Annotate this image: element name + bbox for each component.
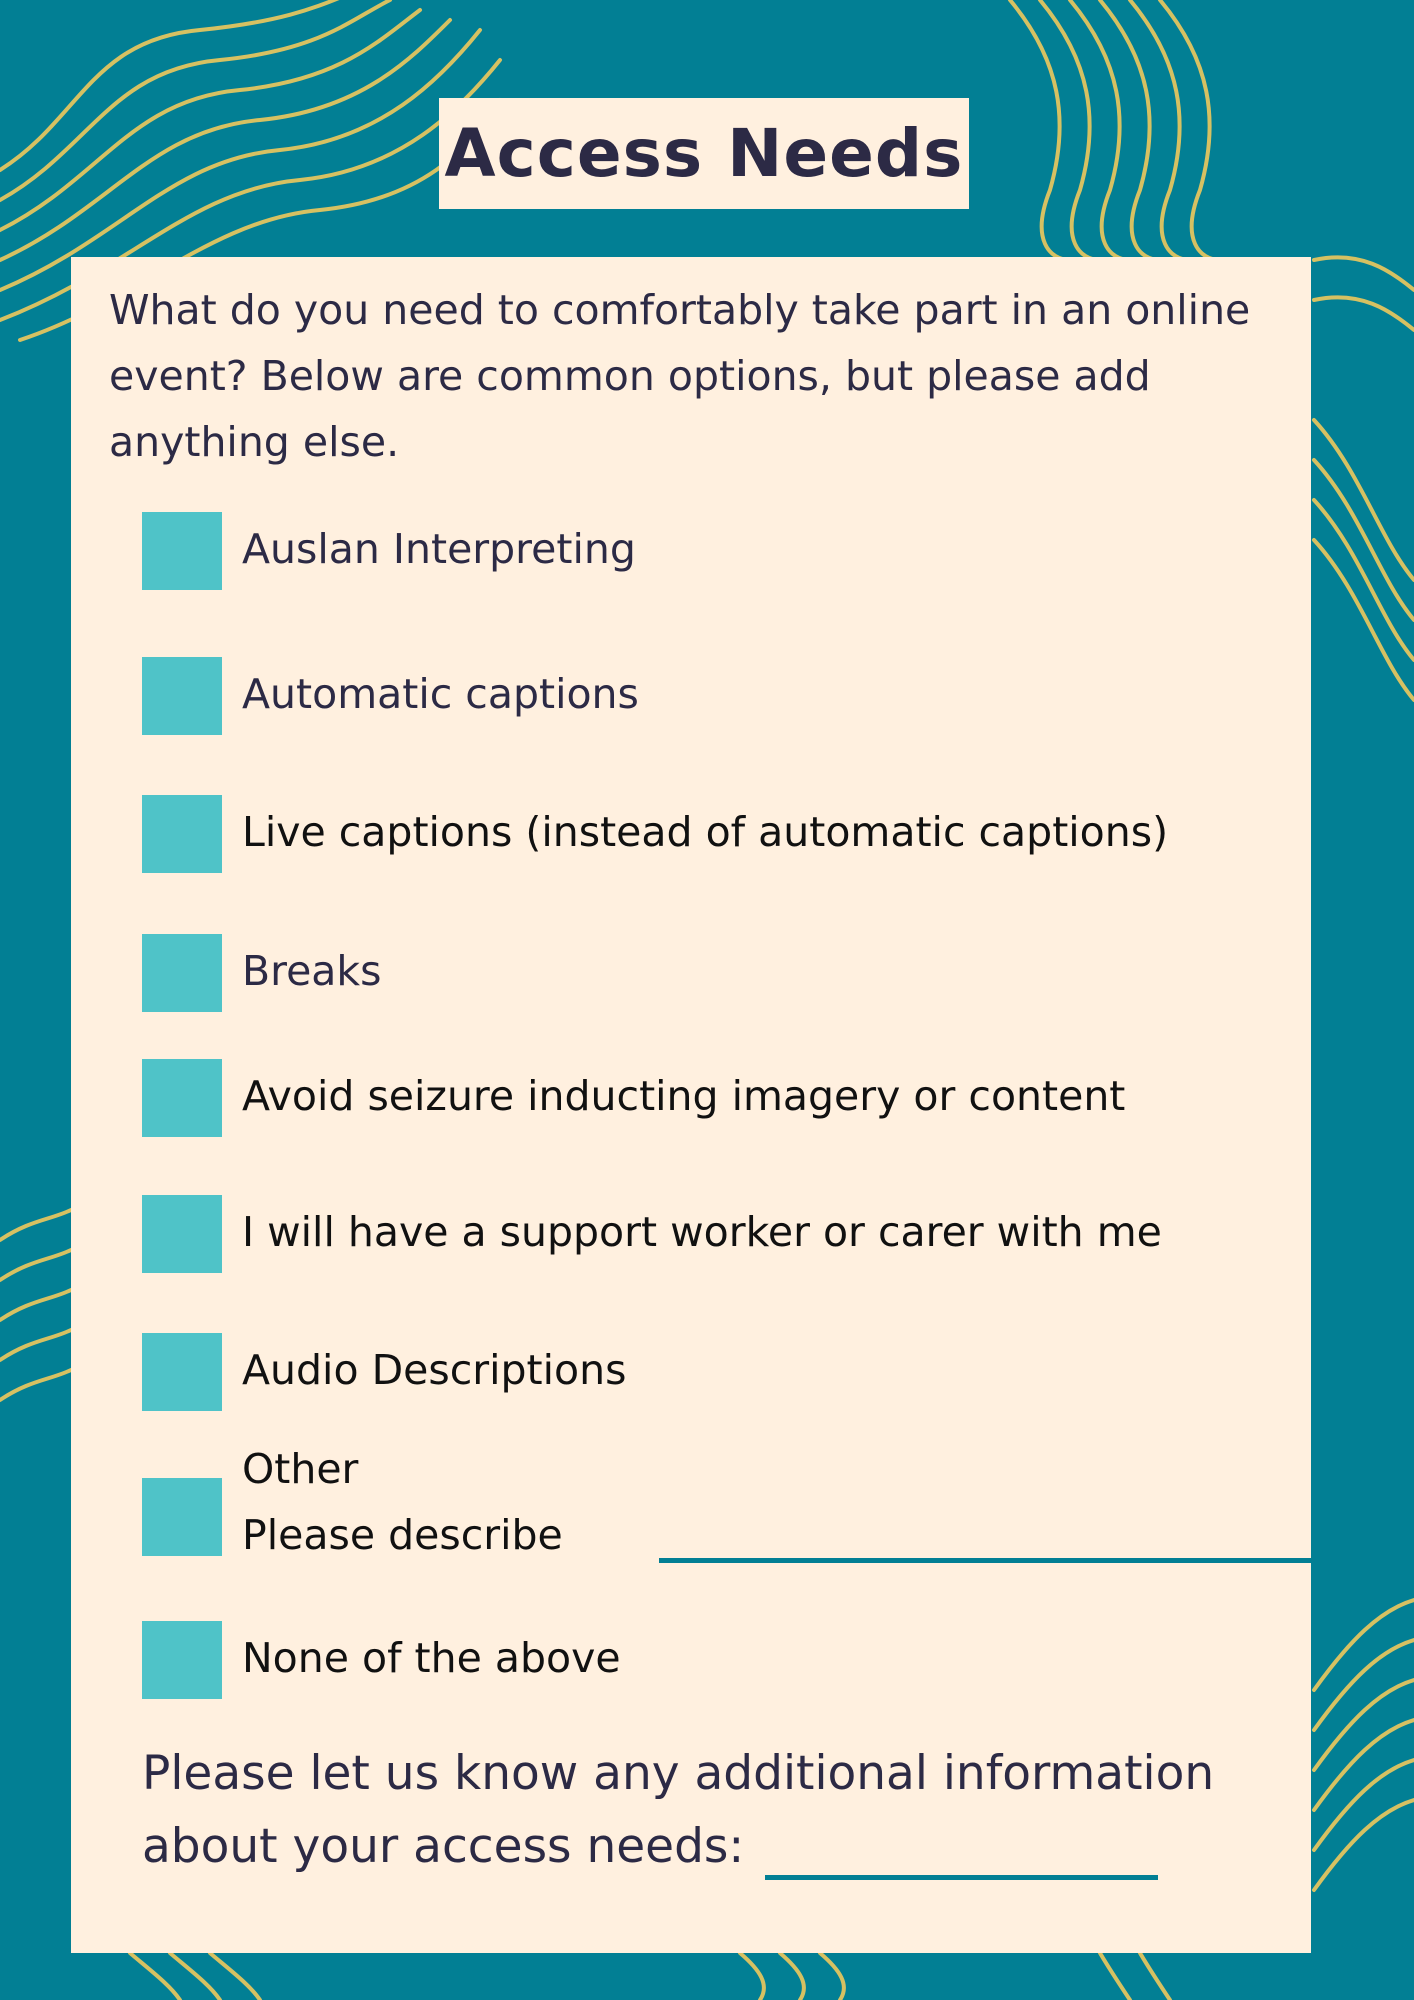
describe-label: Please describe [242, 1511, 563, 1559]
checkbox[interactable] [142, 1059, 222, 1137]
additional-info-label: Please let us know any additional information about your access needs: [142, 1746, 1215, 1874]
checkbox[interactable] [142, 657, 222, 735]
option-label: Breaks [242, 947, 382, 995]
option-label: Automatic captions [242, 670, 639, 718]
option-label: None of the above [242, 1634, 621, 1682]
checkbox[interactable] [142, 1478, 222, 1556]
option-label: Avoid seizure inducting imagery or content [242, 1072, 1126, 1120]
option-label: I will have a support worker or carer with me [242, 1208, 1162, 1256]
checkbox[interactable] [142, 1621, 222, 1699]
additional-info-input[interactable] [765, 1835, 1158, 1880]
intro-text: What do you need to comfortably take part in an online event? Below are common options, but please add anything else. [109, 286, 1251, 466]
checkbox[interactable] [142, 1333, 222, 1411]
title-box [439, 98, 969, 209]
other-description-input[interactable] [659, 1518, 1332, 1563]
option-label: Live captions (instead of automatic captions) [242, 808, 1169, 856]
option-label: Auslan Interpreting [242, 525, 636, 573]
checkbox[interactable] [142, 1195, 222, 1273]
checkbox[interactable] [142, 934, 222, 1012]
checkbox[interactable] [142, 795, 222, 873]
option-label: Audio Descriptions [242, 1346, 627, 1394]
option-label: Other [242, 1445, 359, 1493]
access-needs-card [71, 257, 1311, 1953]
checkbox[interactable] [142, 512, 222, 590]
page-title: Access Needs [444, 115, 964, 192]
